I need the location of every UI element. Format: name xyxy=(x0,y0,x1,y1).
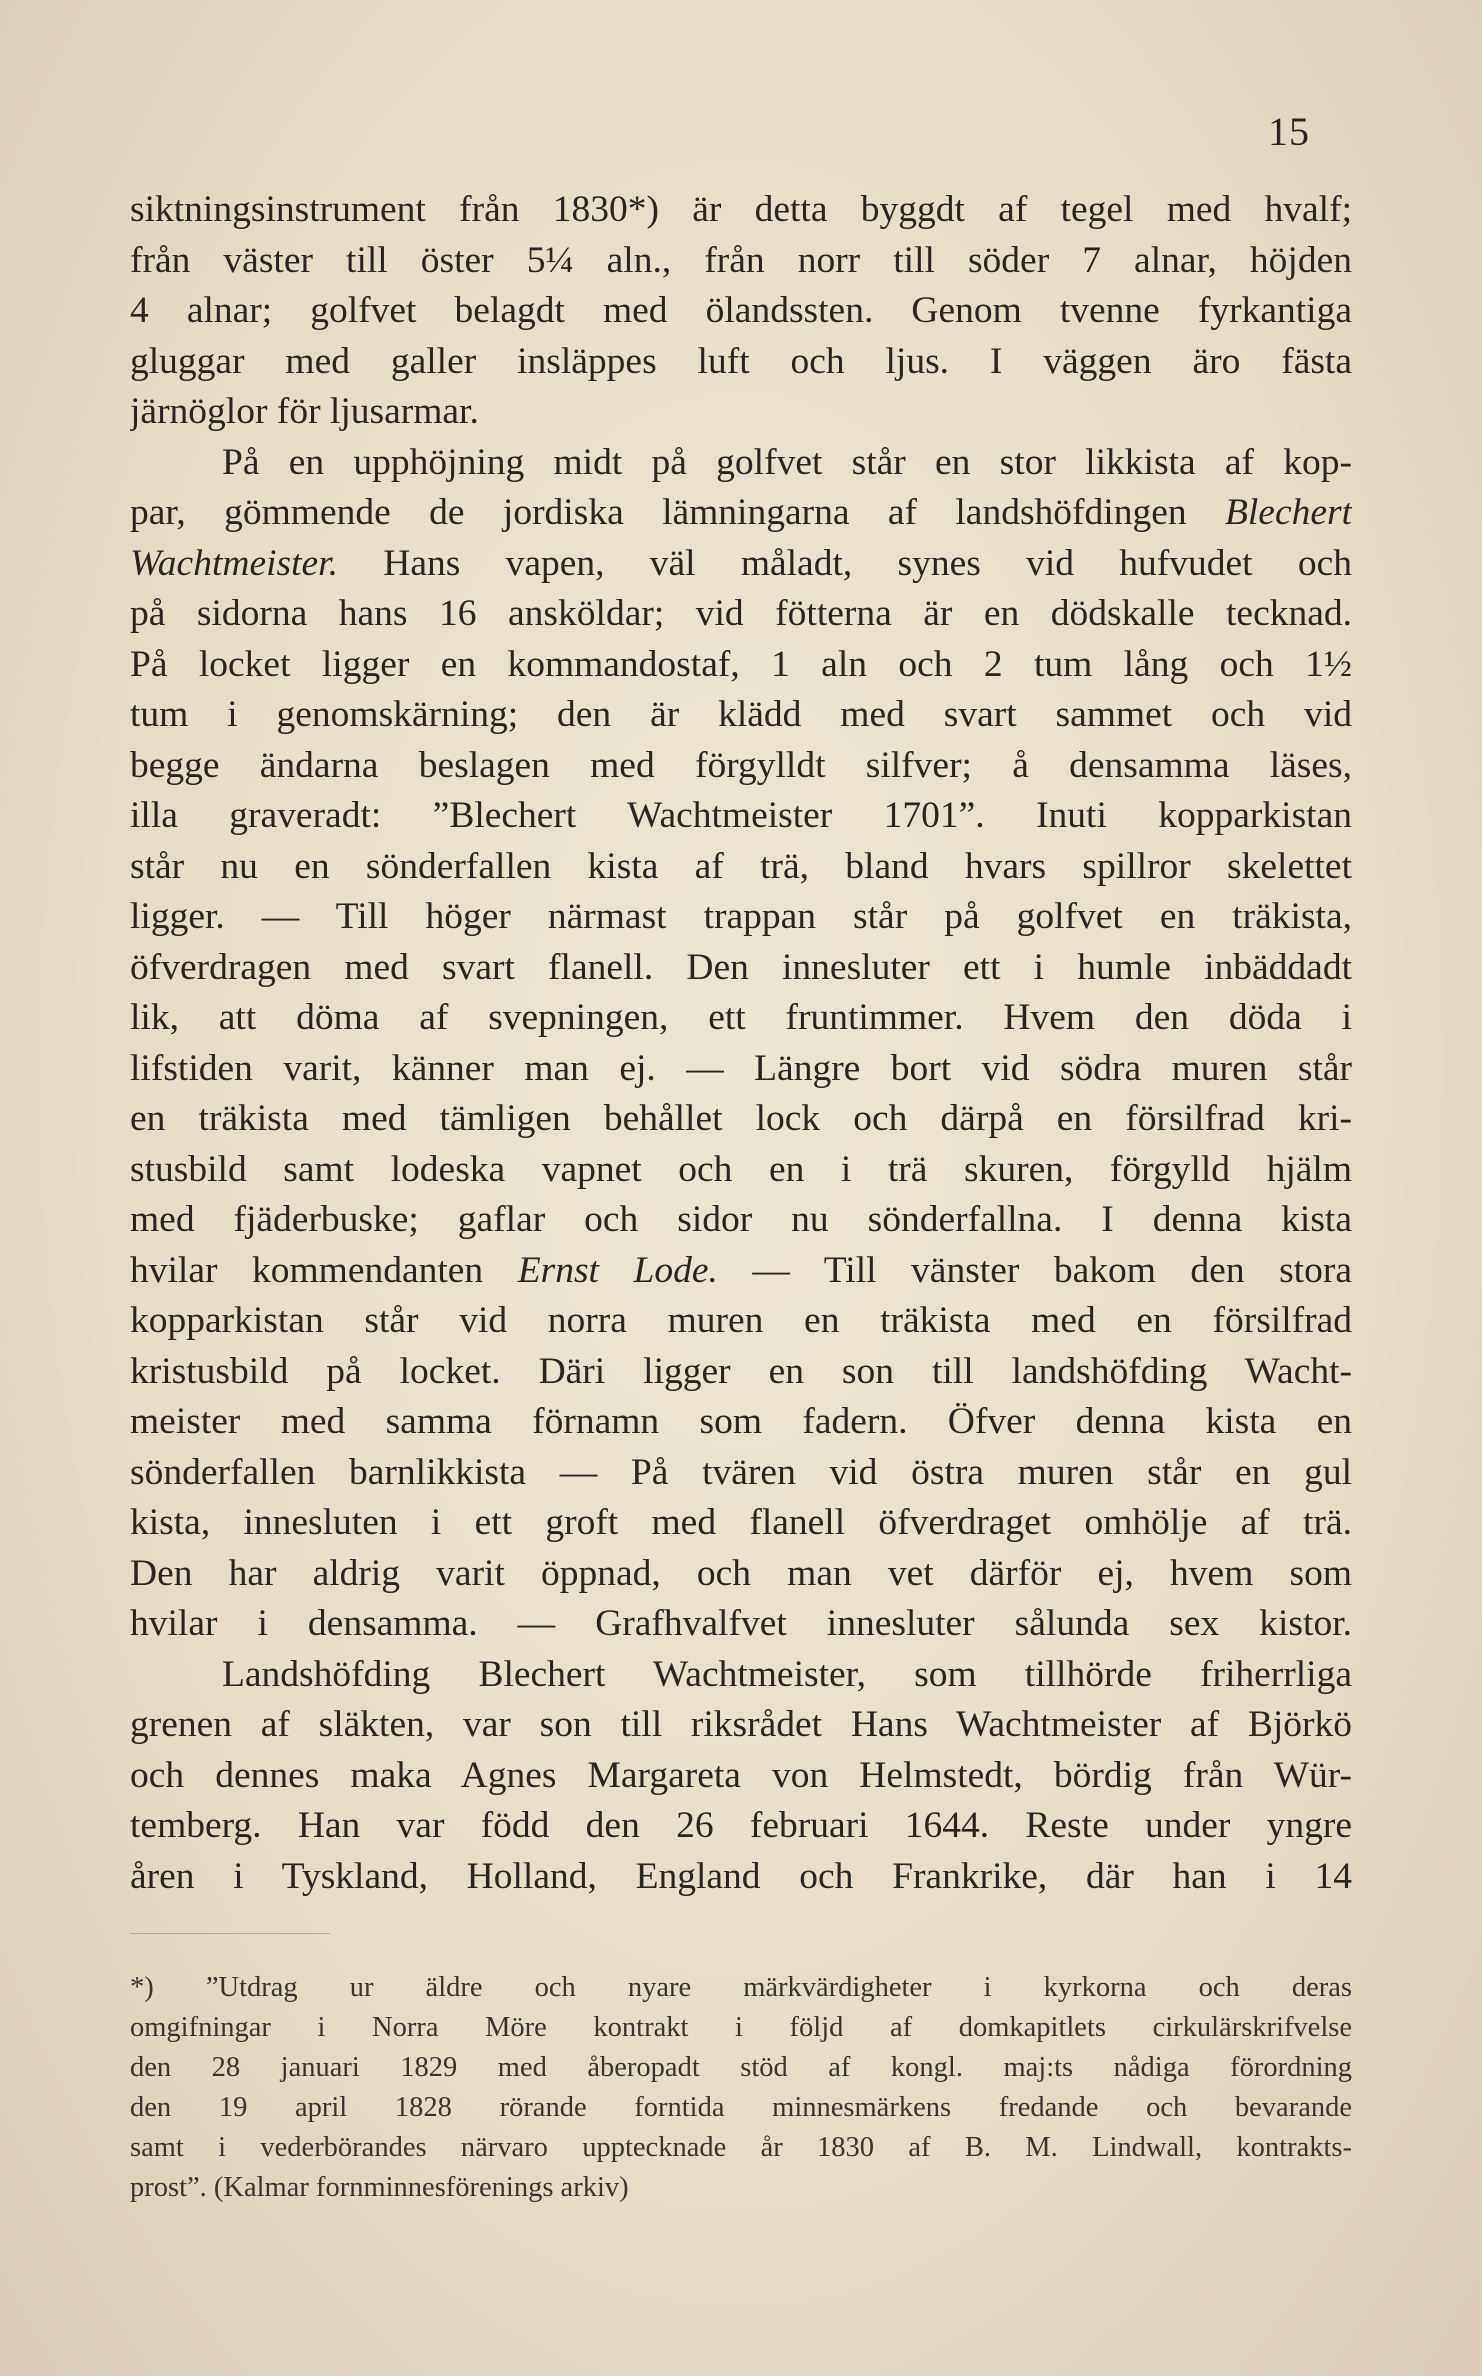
text-line: ligger. — Till höger närmast trappan står på golfvet en träkista, xyxy=(130,896,1352,937)
paragraph-start-line: Landshöfding Blechert Wachtmeister, som tillhörde friherrliga xyxy=(222,1653,1352,1695)
footnote-line: *) ”Utdrag ur äldre och nyare märkvärdigheter i kyrkorna och deras xyxy=(130,1972,1352,2003)
text-line: järnöglor för ljusarmar. xyxy=(130,391,479,432)
text-line: På locket ligger en kommandostaf, 1 aln och 2 tum lång och 1½ xyxy=(130,643,1352,685)
text-line: och dennes maka Agnes Margareta von Helmstedt, bördig från Wür- xyxy=(130,1754,1352,1796)
text-line xyxy=(130,488,1352,539)
text-line: tum i genomskärning; den är klädd med svart sammet och vid xyxy=(130,694,1352,735)
text-line: lifstiden varit, känner man ej. — Längre bort vid södra muren står xyxy=(130,1047,1352,1089)
text-line: temberg. Han var född den 26 februari 1644. Reste under yngre xyxy=(130,1805,1352,1846)
text-line: stusbild samt lodeska vapnet och en i trä skuren, förgylld hjälm xyxy=(130,1148,1352,1190)
footnote-line: prost”. (Kalmar fornminnesförenings arkiv) xyxy=(130,2172,629,2203)
text-line: grenen af släkten, var son till riksrådet Hans Wachtmeister af Björkö xyxy=(130,1704,1352,1745)
text-line: åren i Tyskland, Holland, England och Frankrike, där han i 14 xyxy=(130,1855,1352,1897)
text-line: gluggar med galler insläppes luft och ljus. I väggen äro fästa xyxy=(130,340,1352,382)
text-segment: Hans vapen, väl måladt, synes vid hufvudet och xyxy=(337,542,1352,584)
text-line: siktningsinstrument från 1830*) är detta byggdt af tegel med hvalf; xyxy=(130,189,1352,230)
footnote-divider xyxy=(130,1933,330,1934)
text-line xyxy=(130,539,1352,590)
italic-name: Wachtmeister. xyxy=(130,542,338,584)
text-line: från väster till öster 5¼ aln., från norr till söder 7 alnar, höjden xyxy=(130,239,1352,281)
text-segment: — Till vänster bakom den stora xyxy=(717,1249,1352,1291)
text-line: en träkista med tämligen behållet lock och därpå en försilfrad kri- xyxy=(130,1098,1352,1139)
italic-name: Ernst Lode. xyxy=(517,1249,718,1291)
text-line xyxy=(130,1246,1352,1297)
text-line: meister med samma förnamn som fadern. Öfver denna kista en xyxy=(130,1401,1352,1442)
text-line: kopparkistan står vid norra muren en träkista med en försilfrad xyxy=(130,1300,1352,1341)
text-line: illa graveradt: ”Blechert Wachtmeister 1701”. Inuti kopparkistan xyxy=(130,795,1352,836)
text-line: sönderfallen barnlikkista — På tvären vid östra muren står en gul xyxy=(130,1451,1352,1493)
text-line: på sidorna hans 16 ansköldar; vid fötterna är en dödskalle tecknad. xyxy=(130,593,1352,634)
text-line: lik, att döma af svepningen, ett fruntimmer. Hvem den döda i xyxy=(130,997,1352,1038)
body-text xyxy=(130,185,1352,1902)
text-segment: hvilar kommendanten xyxy=(130,1249,518,1291)
paragraph-start-line: På en upphöjning midt på golfvet står en stor likkista af kop- xyxy=(222,441,1352,483)
text-segment: par, gömmende de jordiska lämningarna af landshöfdingen xyxy=(130,492,1225,533)
page-number: 15 xyxy=(1268,109,1310,154)
text-line: öfverdragen med svart flanell. Den innesluter ett i humle inbäddadt xyxy=(130,946,1352,988)
footnote-line: samt i vederbörandes närvaro upptecknade år 1830 af B. M. Lindwall, kontrakts- xyxy=(130,2132,1352,2163)
text-line: med fjäderbuske; gaflar och sidor nu sönderfallna. I denna kista xyxy=(130,1199,1352,1240)
text-line: står nu en sönderfallen kista af trä, bland hvars spillror skelettet xyxy=(130,845,1352,887)
text-line: kristusbild på locket. Däri ligger en son till landshöfding Wacht- xyxy=(130,1350,1352,1392)
footnote xyxy=(130,1968,1352,2208)
text-line: begge ändarna beslagen med förgylldt silfver; å densamma läses, xyxy=(130,744,1352,786)
text-line: hvilar i densamma. — Grafhvalfvet innesluter sålunda sex kistor. xyxy=(130,1603,1352,1644)
footnote-line: omgifningar i Norra Möre kontrakt i följd af domkapitlets cirkulärskrifvelse xyxy=(130,2012,1352,2043)
text-line: Den har aldrig varit öppnad, och man vet därför ej, hvem som xyxy=(130,1552,1352,1594)
text-line: 4 alnar; golfvet belagdt med ölandssten. Genom tvenne fyrkantiga xyxy=(130,290,1352,331)
footnote-line: den 28 januari 1829 med åberopadt stöd af kongl. maj:ts nådiga förordning xyxy=(130,2052,1352,2083)
footnote-line: den 19 april 1828 rörande forntida minnesmärkens fredande och bevarande xyxy=(130,2092,1352,2123)
text-line: kista, innesluten i ett groft med flanell öfverdraget omhölje af trä. xyxy=(130,1502,1352,1543)
italic-name: Blechert xyxy=(1224,492,1352,533)
